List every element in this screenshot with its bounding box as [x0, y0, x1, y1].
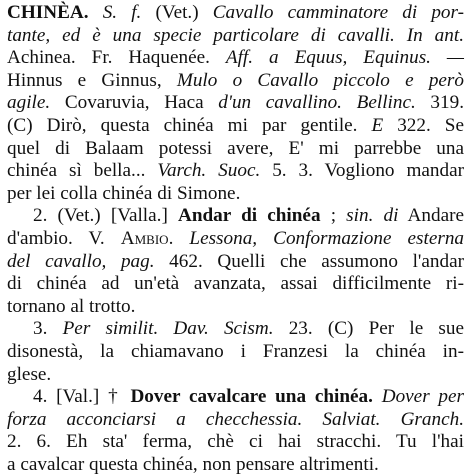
text-segment: 2. 6. Eh sta' ferma, chè ci hai stracchi. Tu l'hai	[7, 431, 464, 453]
text-line	[7, 273, 464, 296]
text-segment: 2. (Vet.) [Valla.]	[33, 205, 178, 227]
text-segment: Achinea. Fr. Haquenée.	[7, 47, 226, 69]
text-segment: agile.	[7, 92, 51, 114]
text-line	[7, 160, 464, 183]
text-line	[7, 431, 464, 454]
text-segment: per lei colla chinéa di Simone.	[7, 182, 241, 204]
text-line	[7, 386, 464, 409]
text-line	[7, 2, 464, 25]
text-segment: disonestà, la chiamavano i Franzesi la chinéa in-	[7, 340, 464, 362]
text-line	[7, 138, 464, 161]
text-segment: S. f.	[102, 2, 142, 23]
text-segment: (Vet.)	[141, 2, 213, 23]
text-segment: del cavallo, pag.	[7, 250, 155, 272]
text-segment: glese.	[7, 363, 52, 385]
text-segment: tante, ed è una specie particolare di cavalli. In ant.	[7, 24, 464, 46]
text-segment: .	[83, 2, 103, 23]
text-line	[7, 205, 464, 228]
text-segment: Covaruvia, Haca	[50, 92, 219, 114]
text-segment: 3.	[33, 318, 63, 340]
text-segment: a cavalcar questa chinéa, non pensare altrimenti.	[7, 453, 379, 475]
text-segment: forza acconciarsi a checchessia. Salviat. Granch.	[7, 408, 464, 430]
text-segment: Andare	[398, 205, 464, 227]
text-segment: quel di Balaam potessi avere, E' mi parrebbe una	[7, 137, 464, 159]
text-line	[7, 454, 464, 476]
text-segment: 322. Se	[383, 114, 464, 136]
text-segment: V.	[88, 227, 121, 249]
text-segment: Dover per	[372, 386, 465, 408]
text-segment: Per similit. Dav. Scism.	[62, 318, 274, 340]
text-segment: Aff. a	[225, 47, 295, 69]
text-segment: Lessona, Conformazione esterna	[189, 227, 465, 249]
text-line	[7, 341, 464, 364]
text-line	[7, 296, 464, 319]
text-segment: Ambio	[120, 227, 169, 249]
text-segment: Equus, Equinus. —	[294, 47, 464, 69]
text-line	[7, 409, 464, 432]
text-segment: chinéa sì bella...	[7, 160, 158, 182]
text-line	[7, 47, 464, 70]
text-line	[7, 251, 464, 274]
text-segment: 4. [Val.] †	[33, 386, 131, 408]
text-line	[7, 70, 464, 93]
text-segment: d'un cavallino. Bellinc.	[218, 92, 416, 114]
text-segment: Hinnus e Ginnus,	[7, 69, 177, 91]
text-segment: di chinéa ad un'età avanzata, assai difficilmente ri-	[7, 273, 464, 295]
text-line	[7, 318, 464, 341]
text-line	[7, 92, 464, 115]
text-segment: (C) Dirò, questa chinéa mi par gentile.	[7, 114, 372, 136]
text-segment: d'ambio.	[7, 227, 89, 249]
text-segment: .	[168, 227, 190, 249]
text-segment: 5. 3. Vogliono mandar	[260, 160, 465, 182]
text-segment: ;	[320, 205, 347, 227]
text-segment: Cavallo camminatore di por-	[212, 2, 464, 23]
text-segment: Andar di chinéa	[177, 205, 321, 227]
text-segment: E	[371, 114, 384, 136]
text-segment: Mulo o Cavallo piccolo e però	[176, 69, 464, 91]
text-line	[7, 364, 464, 387]
text-line	[7, 183, 464, 206]
text-segment: 319.	[415, 92, 464, 114]
text-segment: Varch. Suoc.	[157, 160, 261, 182]
text-segment: CHINÈA	[7, 2, 84, 23]
text-line	[7, 115, 464, 138]
text-segment: 462. Quelli che assumono l'andar	[154, 250, 464, 272]
text-segment: sin. di	[346, 205, 399, 227]
text-segment: Dover cavalcare una chinéa.	[130, 386, 373, 408]
text-segment: tornano al trotto.	[7, 295, 136, 317]
text-line	[7, 228, 464, 251]
text-line	[7, 25, 464, 48]
text-segment: 23. (C) Per le sue	[273, 318, 464, 340]
